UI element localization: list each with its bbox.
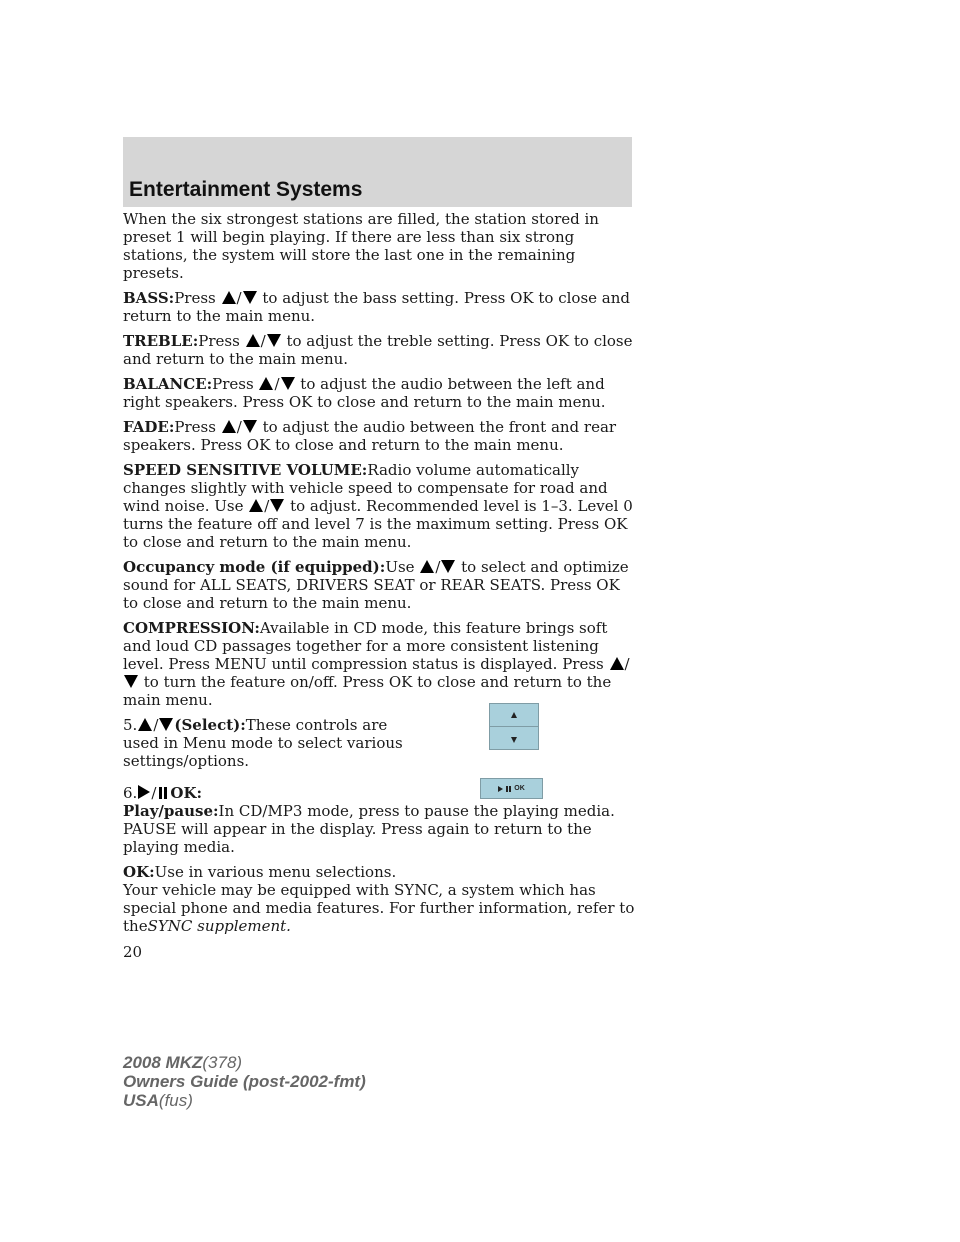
- playpause-label: Play/pause:: [123, 802, 219, 820]
- balance-paragraph: BALANCE:Press / to adjust the audio between the left and right speakers. Press OK to close and return to the main menu.: [123, 375, 606, 411]
- button-divider: [490, 726, 538, 727]
- arrow-down-icon: [124, 675, 138, 688]
- ok-desc-label: OK:: [123, 863, 155, 881]
- arrow-up-icon: [610, 657, 624, 670]
- ssv-label: SPEED SENSITIVE VOLUME:: [123, 461, 368, 479]
- compression-paragraph: COMPRESSION:Available in CD mode, this feature brings soft and loud CD passages together for a more consistent listening level. Press MENU until compression status is displayed. Press / to turn the feature on/off. Press OK to close and return to the main menu.: [123, 619, 630, 709]
- footer-line-3: USA(fus): [123, 1091, 193, 1110]
- occupancy-paragraph: Occupancy mode (if equipped):Use / to select and optimize sound for ALL SEATS, DRIVERS SEAT or REAR SEATS. Press OK to close and return to the main menu.: [123, 558, 629, 612]
- ok-button-illustration: [480, 778, 543, 799]
- arrow-down-icon: [511, 737, 517, 743]
- arrow-down-icon: [270, 499, 284, 512]
- arrow-down-icon: [441, 560, 455, 573]
- ssv-paragraph: SPEED SENSITIVE VOLUME:Radio volume automatically changes slightly with vehicle speed to compensate for road and wind noise. Use / to adjust. Recommended level is 1–3. Level 0 turns the feature off and level 7 is the maximum setting. Press OK to close and return to the main menu.: [123, 461, 633, 551]
- arrow-up-icon: [222, 420, 236, 433]
- compression-label: COMPRESSION:: [123, 619, 260, 637]
- arrow-up-icon: [511, 712, 517, 718]
- footer-line-2: Owners Guide (post-2002-fmt): [123, 1072, 366, 1091]
- ok-desc-paragraph: OK:Use in various menu selections.: [123, 863, 397, 881]
- play-icon: [498, 786, 503, 792]
- page-title: Entertainment Systems: [129, 178, 363, 201]
- page-number: 20: [123, 943, 143, 961]
- bass-paragraph: BASS:Press / to adjust the bass setting. Press OK to close and return to the main menu.: [123, 289, 630, 325]
- arrow-down-icon: [267, 334, 281, 347]
- arrow-up-icon: [138, 718, 152, 731]
- footer: [123, 1053, 366, 1110]
- sync-reference: SYNC supplement: [147, 917, 287, 935]
- occupancy-label: Occupancy mode (if equipped):: [123, 558, 386, 576]
- arrow-up-icon: [246, 334, 260, 347]
- ok-button-label: OK: [514, 785, 525, 792]
- intro-paragraph: When the six strongest stations are filled, the station stored in preset 1 will begin playing. If there are less than six strong stations, the system will store the last one in the remaining presets.: [123, 210, 599, 282]
- ok-item-label: OK:: [170, 784, 203, 802]
- arrow-down-icon: [243, 291, 257, 304]
- fade-paragraph: FADE:Press / to adjust the audio between the front and rear speakers. Press OK to close and return to the main menu.: [123, 418, 617, 454]
- bass-label: BASS:: [123, 289, 175, 307]
- pause-icon: [158, 787, 168, 799]
- balance-label: BALANCE:: [123, 375, 213, 393]
- arrow-down-icon: [159, 718, 173, 731]
- treble-paragraph: TREBLE:Press / to adjust the treble setting. Press OK to close and return to the main menu.: [123, 332, 633, 368]
- arrow-down-icon: [281, 377, 295, 390]
- select-paragraph: 5. / (Select):These controls are used in Menu mode to select various settings/options.: [123, 716, 403, 770]
- arrow-up-icon: [259, 377, 273, 390]
- ok-item-heading: 6. / OK:: [123, 784, 203, 802]
- select-label: (Select):: [174, 716, 246, 734]
- arrow-up-icon: [222, 291, 236, 304]
- treble-label: TREBLE:: [123, 332, 199, 350]
- arrow-up-icon: [420, 560, 434, 573]
- arrow-up-icon: [249, 499, 263, 512]
- sync-paragraph: Your vehicle may be equipped with SYNC, a system which has special phone and media features. For further information, refer to theSYNC supplement.: [123, 881, 635, 935]
- arrow-down-icon: [243, 420, 257, 433]
- page-content: [123, 210, 638, 942]
- play-icon: [138, 785, 150, 799]
- pause-icon: [506, 786, 511, 792]
- playpause-paragraph: Play/pause:In CD/MP3 mode, press to pause the playing media. PAUSE will appear in the display. Press again to return to the playing media.: [123, 802, 615, 856]
- select-button-illustration: [489, 703, 539, 750]
- fade-label: FADE:: [123, 418, 175, 436]
- footer-line-1: 2008 MKZ(378): [123, 1053, 243, 1072]
